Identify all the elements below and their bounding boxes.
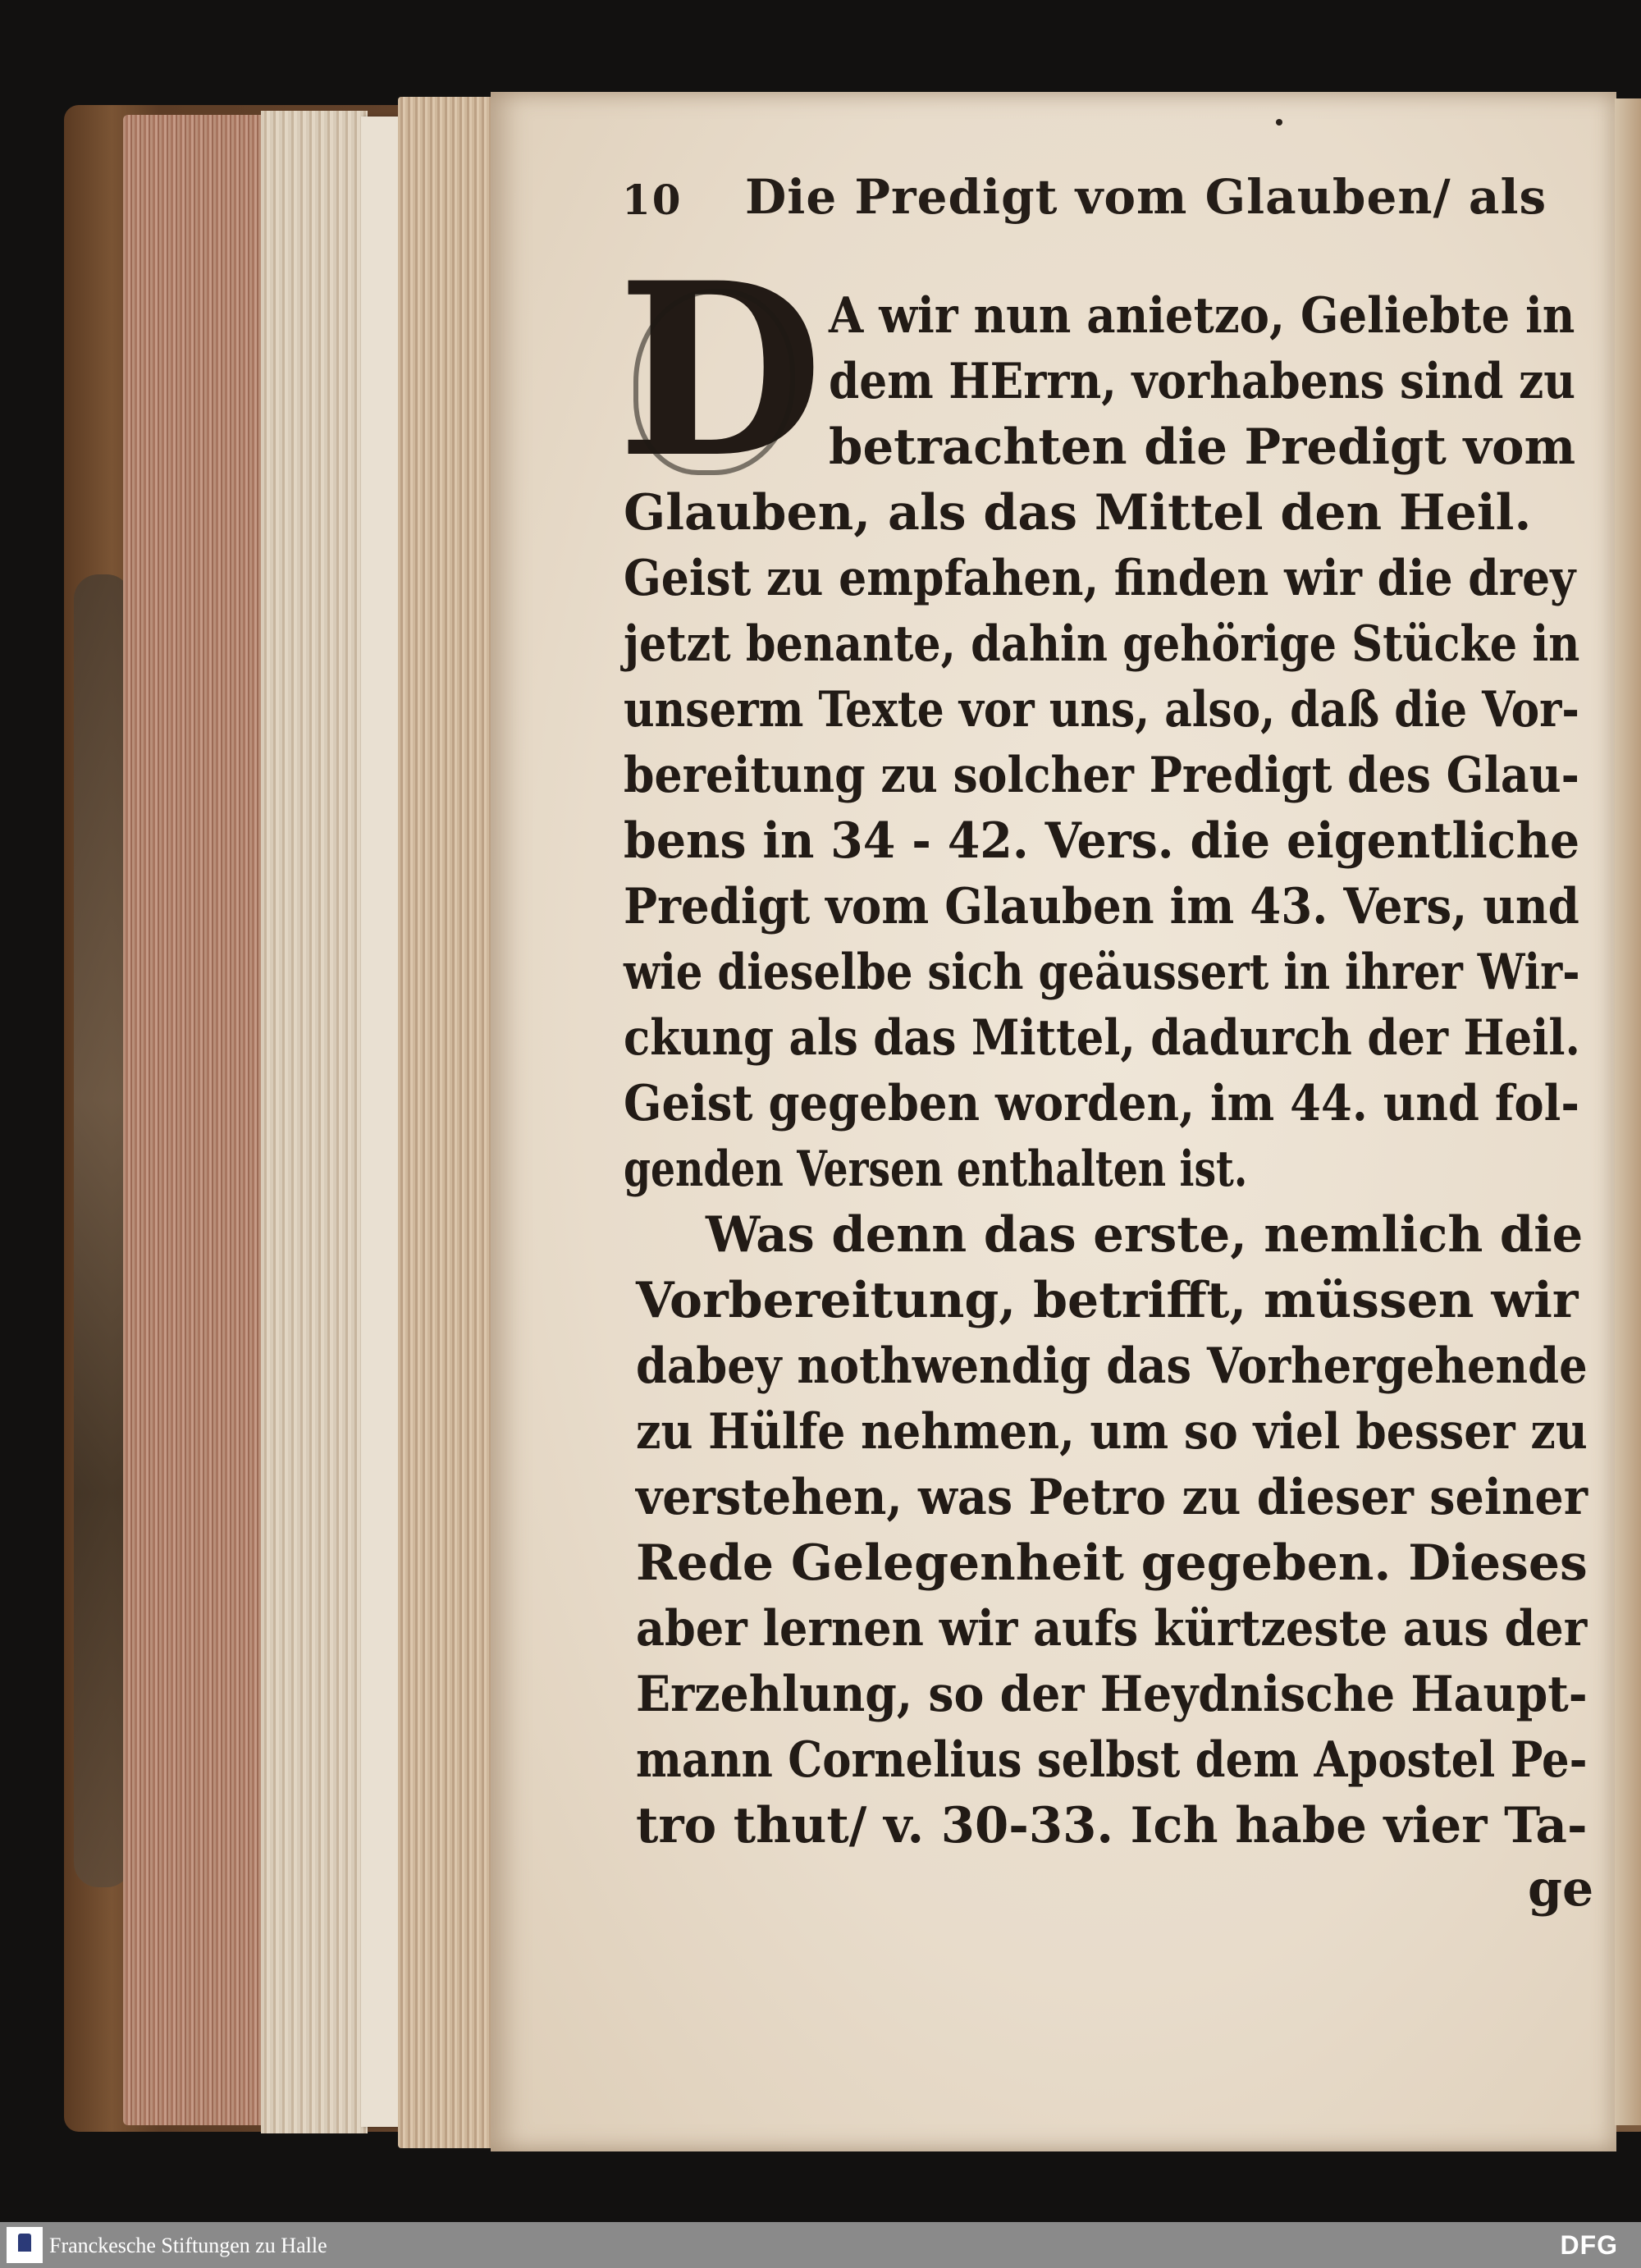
- text-line: Predigt vom Glauben im 43. Vers, und: [624, 878, 1579, 935]
- text-line: Rede Gelegenheit gegeben. Dieses: [636, 1534, 1588, 1592]
- text-line: Glauben, als das Mittel den Heil.: [624, 484, 1532, 542]
- text-line: dabey nothwendig das Vorhergehende: [636, 1337, 1588, 1395]
- text-line: Erzehlung, so der Heydnische Haupt-: [636, 1666, 1588, 1723]
- text-line: unserm Texte vor uns, also, daß die Vor-: [624, 681, 1579, 738]
- text-line: verstehen, was Petro zu dieser seiner: [636, 1469, 1588, 1526]
- decorated-initial: D: [617, 231, 824, 510]
- page-number: 10: [622, 176, 683, 224]
- text-line: bereitung zu solcher Predigt des Glau-: [624, 747, 1579, 804]
- text-line: Geist zu empfahen, finden wir die drey: [624, 550, 1576, 607]
- text-line: mann Cornelius selbst dem Apostel Pe-: [636, 1731, 1588, 1789]
- viewer-footer: [0, 2222, 1641, 2268]
- text-line: genden Versen enthalten ist.: [624, 1141, 1248, 1198]
- text-line: wie dieselbe sich geäussert in ihrer Wir-: [624, 944, 1580, 1001]
- text-line: ge: [1528, 1860, 1594, 1918]
- text-line: bens in 34 - 42. Vers. die eigentliche: [624, 812, 1580, 870]
- text-line: ckung als das Mittel, dadurch der Heil.: [624, 1009, 1580, 1067]
- running-head: Die Predigt vom Glauben/ als: [745, 169, 1547, 225]
- text-line: Was denn das erste, nemlich die: [706, 1206, 1584, 1264]
- text-line: aber lernen wir aufs kürtzeste aus der: [636, 1600, 1588, 1658]
- text-line: A wir nun anietzo, Geliebte in: [829, 287, 1575, 345]
- text-line: betrachten die Predigt vom: [829, 418, 1576, 476]
- text-line: Geist gegeben worden, im 44. und fol-: [624, 1075, 1579, 1132]
- francke-foundation-logo-icon: [7, 2227, 43, 2263]
- text-line: dem HErrn, vorhabens sind zu: [829, 353, 1576, 410]
- text-line: zu Hülfe nehmen, um so viel besser zu: [636, 1403, 1588, 1461]
- text-line: tro thut/ v. 30-33. Ich habe vier Ta-: [636, 1797, 1588, 1854]
- dfg-logo: DFG: [1560, 2230, 1618, 2260]
- text-line: Vorbereitung, betrifft, müssen wir: [636, 1272, 1579, 1329]
- institution-name: Franckesche Stiftungen zu Halle: [49, 2234, 327, 2257]
- text-line: jetzt benante, dahin gehörige Stücke in: [624, 615, 1580, 673]
